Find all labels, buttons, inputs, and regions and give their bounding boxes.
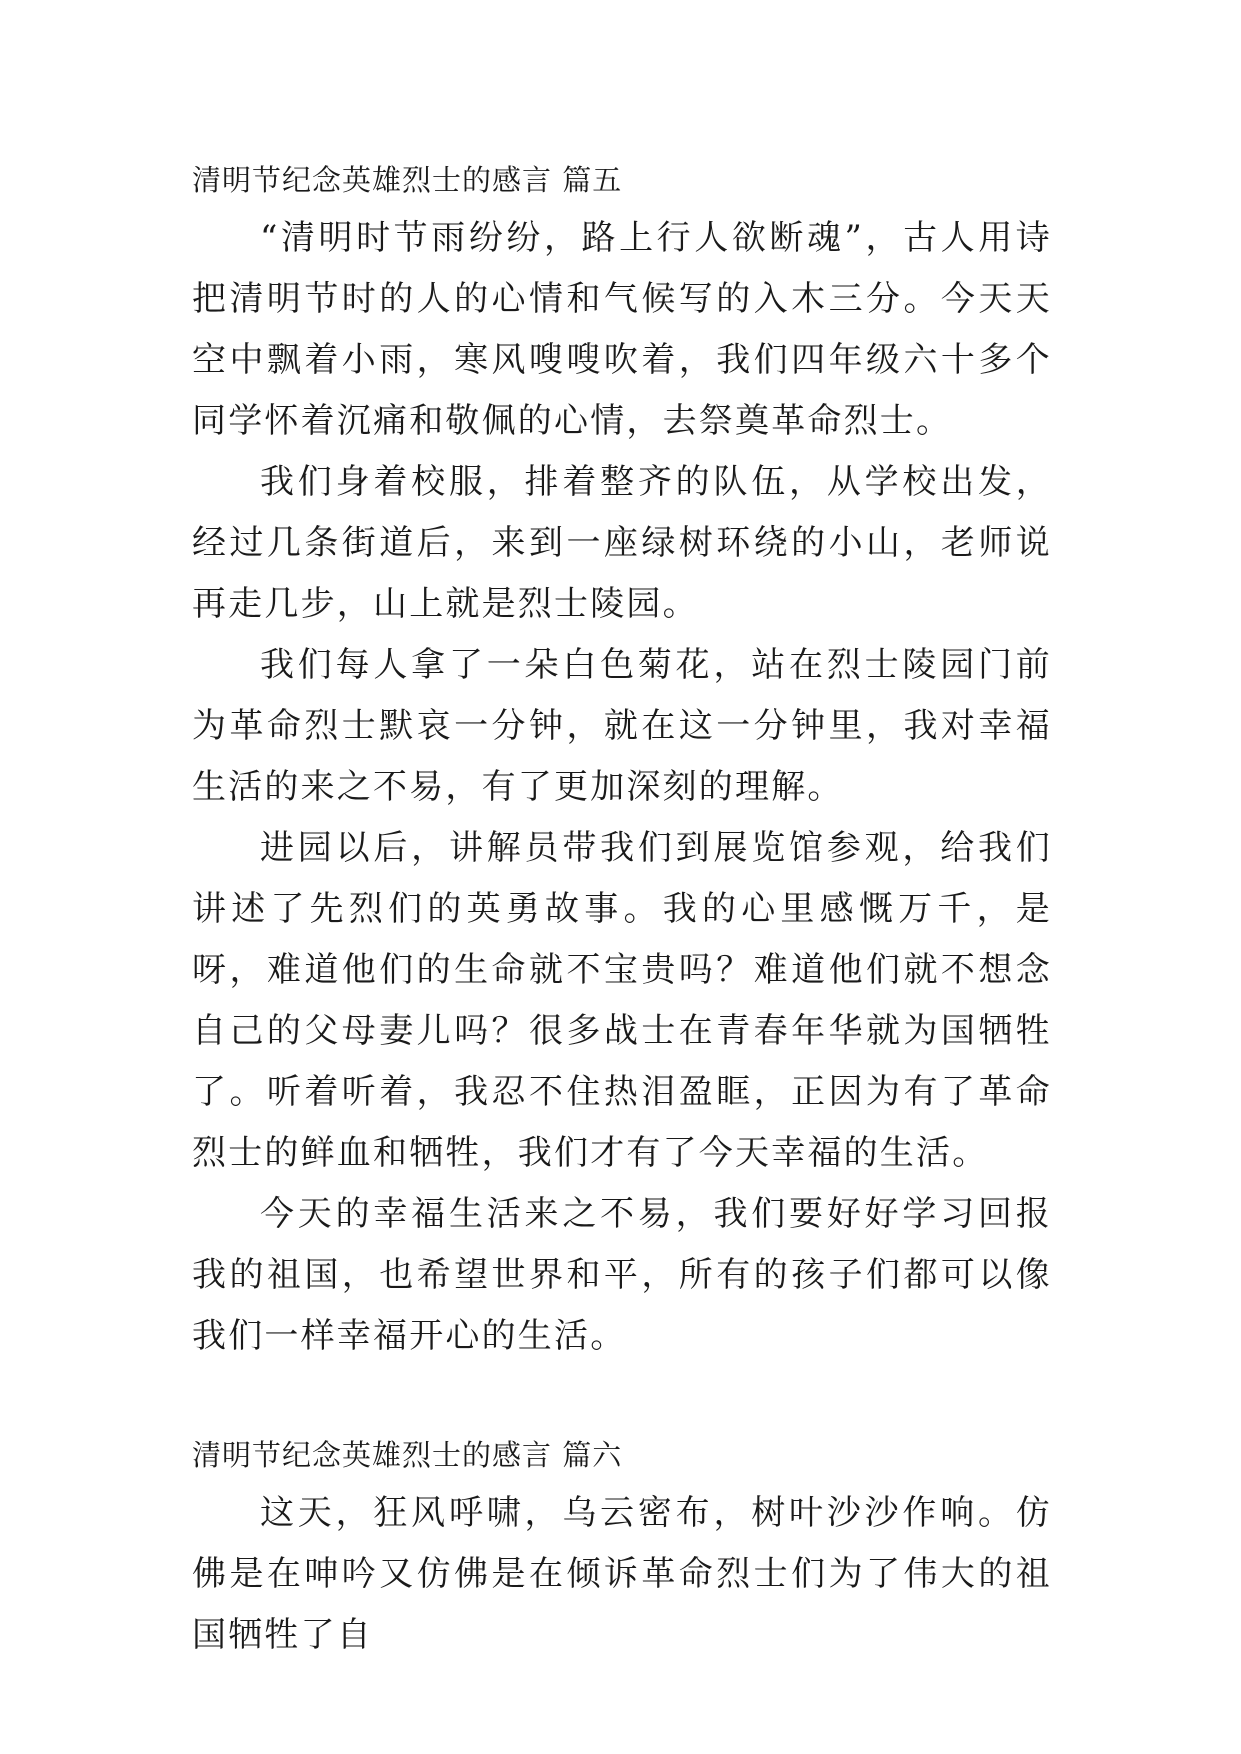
section-6 bbox=[192, 1433, 1052, 1666]
paragraph: 这天，狂风呼啸，乌云密布，树叶沙沙作响。仿佛是在呻吟又仿佛是在倾诉革命烈士们为了伟大的祖国牺牲了自 bbox=[192, 1493, 1052, 1655]
section-title: 清明节纪念英雄烈士的感言 篇五 bbox=[192, 163, 623, 197]
document-body bbox=[192, 158, 1052, 1666]
paragraph: 今天的幸福生活来之不易，我们要好好学习回报我的祖国，也希望世界和平，所有的孩子们都可以像我们一样幸福开心的生活。 bbox=[192, 1194, 1052, 1356]
paragraph: 我们每人拿了一朵白色菊花，站在烈士陵园门前为革命烈士默哀一分钟，就在这一分钟里，我对幸福生活的来之不易，有了更加深刻的理解。 bbox=[192, 645, 1052, 807]
paragraph: 进园以后，讲解员带我们到展览馆参观，给我们讲述了先烈们的英勇故事。我的心里感慨万千，是呀，难道他们的生命就不宝贵吗？难道他们就不想念自己的父母妻儿吗？很多战士在青春年华就为国牺牲了。听着听着，我忍不住热泪盈眶，正因为有了革命烈士的鲜血和牺牲，我们才有了今天幸福的生活。 bbox=[192, 828, 1052, 1173]
paragraph: “清明时节雨纷纷，路上行人欲断魂”，古人用诗把清明节时的人的心情和气候写的入木三分。今天天空中飘着小雨，寒风嗖嗖吹着，我们四年级六十多个同学怀着沉痛和敬佩的心情，去祭奠革命烈士。 bbox=[192, 218, 1052, 441]
paragraph: 我们身着校服，排着整齐的队伍，从学校出发，经过几条街道后，来到一座绿树环绕的小山，老师说再走几步，山上就是烈士陵园。 bbox=[192, 462, 1052, 624]
section-title: 清明节纪念英雄烈士的感言 篇六 bbox=[192, 1438, 623, 1472]
section-5 bbox=[192, 158, 1052, 1367]
